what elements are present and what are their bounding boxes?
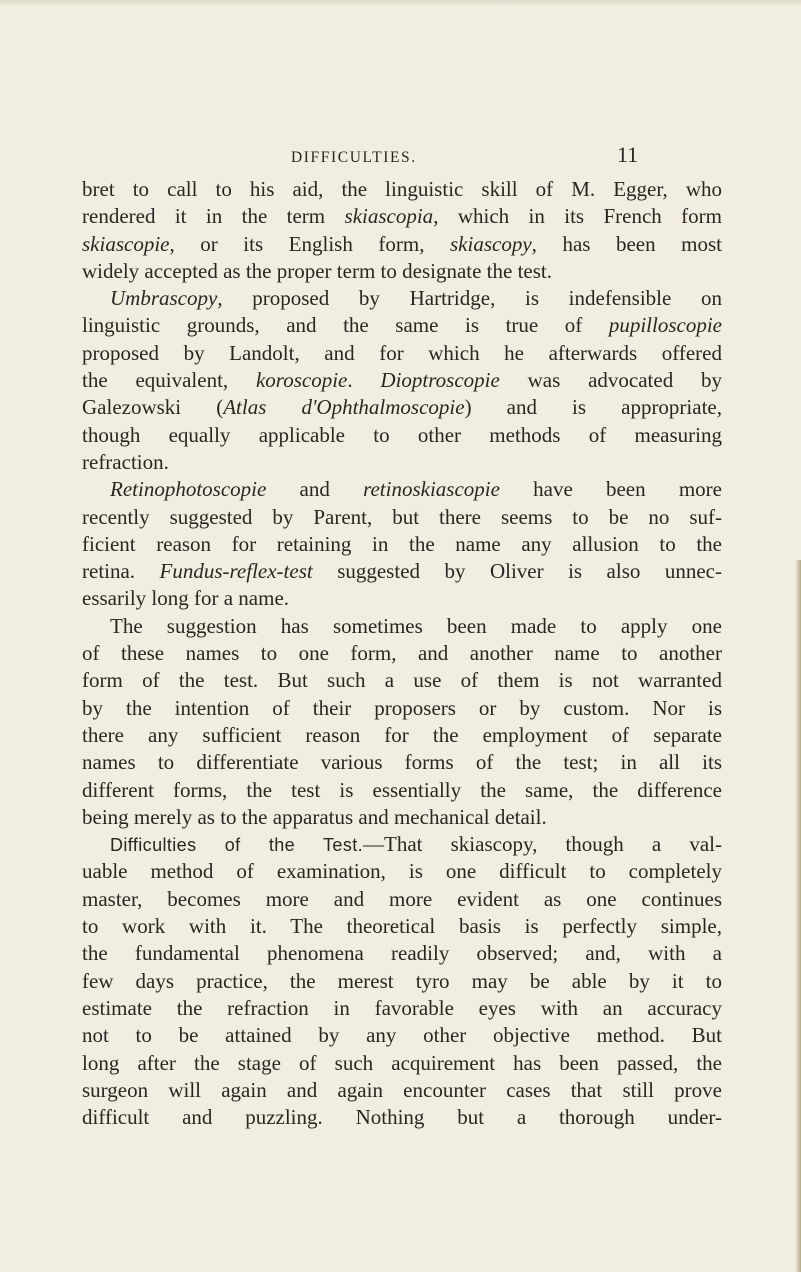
page-right-edge — [795, 560, 801, 1272]
text-line: being merely as to the apparatus and mechanical detail. — [82, 804, 547, 829]
italic-term: Retinophotoscopie — [110, 477, 267, 502]
text-line: refraction. — [82, 449, 169, 474]
text-line: ficient reason for retaining in the name any allusion to the — [82, 531, 722, 556]
text-line: names to differentiate various forms of the test; in all its — [82, 750, 722, 775]
body-text — [82, 176, 722, 1131]
italic-term: Atlas d'Ophthalmoscopie — [223, 395, 465, 420]
text-line: essarily long for a name. — [82, 586, 290, 611]
page-number: 11 — [617, 142, 639, 167]
text-line: Umbrascopy, proposed by Hartridge, is indefensible on — [110, 286, 722, 311]
text-line: The suggestion has sometimes been made to apply one — [110, 613, 722, 638]
text-line: uable method of examination, is one difficult to completely — [82, 859, 722, 884]
text-line: linguistic grounds, and the same is true of pupilloscopie — [82, 313, 722, 338]
text-line: widely accepted as the proper term to designate the test. — [82, 258, 552, 283]
italic-term: Dioptroscopie — [380, 368, 500, 393]
text-line: to work with it. The theoretical basis is perfectly simple, — [82, 914, 722, 939]
italic-term: retinoskiascopie — [363, 477, 500, 502]
text-line: not to be attained by any other objective method. But — [82, 1023, 722, 1048]
text-line: of these names to one form, and another name to another — [82, 641, 722, 666]
text-line: Retinophotoscopie and retinoskiascopie have been more — [110, 477, 722, 502]
section-run-in-heading: Difficulties of the Test. — [110, 835, 364, 856]
text-line: the equivalent, koroscopie. Dioptroscopie was advocated by — [82, 368, 723, 393]
text-line: Galezowski (Atlas d'Ophthalmoscopie) and is appropriate, — [82, 395, 722, 420]
text-line: different forms, the test is essentially the same, the difference — [82, 777, 722, 802]
text-line: though equally applicable to other methods of measuring — [82, 422, 722, 447]
text-line: recently suggested by Parent, but there seems to be no suf- — [82, 504, 722, 529]
text-line: rendered it in the term skiascopia, which in its French form — [82, 204, 722, 229]
italic-term: skiascopy — [450, 231, 532, 256]
italic-term: skiascopia — [344, 204, 434, 229]
text-line: retina. Fundus-reflex-test suggested by Oliver is also unnec- — [82, 559, 722, 584]
text-line: there any sufficient reason for the employment of separate — [82, 722, 722, 747]
italic-term: Umbrascopy — [110, 286, 218, 311]
italic-term: Fundus-reflex-test — [159, 559, 313, 584]
text-line: proposed by Landolt, and for which he afterwards offered — [82, 340, 722, 365]
italic-term: skiascopie — [82, 231, 170, 256]
italic-term: koroscopie — [255, 368, 348, 393]
text-line: Difficulties of the Test.—That skiascopy, though a val- — [110, 832, 722, 857]
italic-term: pupilloscopie — [608, 313, 722, 338]
text-line: difficult and puzzling. Nothing but a thorough under- — [82, 1105, 722, 1130]
text-line: bret to call to his aid, the linguistic skill of M. Egger, who — [82, 177, 722, 201]
text-line: form of the test. But such a use of them is not warranted — [82, 668, 722, 693]
text-line: by the intention of their proposers or by custom. Nor is — [82, 695, 722, 720]
text-line: few days practice, the merest tyro may be able by it to — [82, 968, 722, 993]
running-head — [0, 142, 801, 170]
text-line: master, becomes more and more evident as one continues — [82, 886, 722, 911]
page-top-edge — [0, 0, 801, 6]
text-line: surgeon will again and again encounter cases that still prove — [82, 1077, 722, 1102]
text-line: long after the stage of such acquirement has been passed, the — [82, 1050, 722, 1075]
text-line: estimate the refraction in favorable eyes with an accuracy — [82, 995, 722, 1020]
text-line: the fundamental phenomena readily observed; and, with a — [82, 941, 722, 966]
running-head-title: DIFFICULTIES. — [291, 149, 417, 166]
text-line: skiascopie, or its English form, skiascopy, has been most — [82, 231, 722, 256]
